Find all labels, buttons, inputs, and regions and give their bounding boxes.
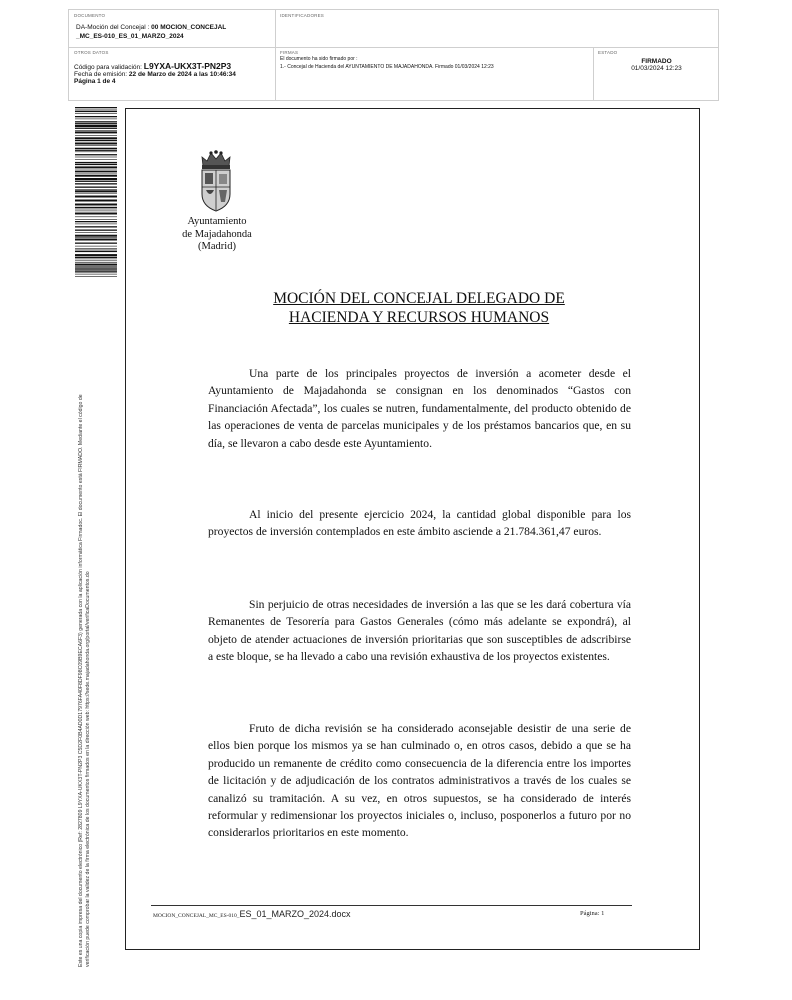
footer-filename [153, 909, 351, 919]
signature-header-table [68, 9, 719, 101]
issuer-line3: (Madrid) [198, 241, 236, 252]
document-name-line2: _MC_ES-010_ES_01_MARZO_2024 [76, 32, 184, 40]
validation-code-label: Código para validación: [74, 64, 144, 71]
signatures-line2: 1.- Concejal de Hacienda del AYUNTAMIENTO DE MAJADAHONDA. Firmado 01/03/2024 12:23 [280, 63, 494, 70]
document-cell [69, 10, 275, 47]
document-label: DOCUMENTO [74, 13, 106, 18]
document-title-line1: MOCIÓN DEL CONCEJAL DELEGADO DE [273, 290, 565, 307]
document-title [208, 289, 630, 327]
emission-label: Fecha de emisión: [74, 71, 129, 78]
document-title-line2: HACIENDA Y RECURSOS HUMANOS [288, 309, 550, 326]
body-paragraph-2: Al inicio del presente ejercicio 2024, la cantidad global disponible para los proyectos de inversión contemplados en este ámbito asciende a 21.784.361,47 euros. [208, 508, 631, 539]
body-paragraph-4: Fruto de dicha revisión se ha considerado aconsejable desistir de una serie de ellos bien porque los mismos ya se han culminado o, en otros casos, debido a que se ha producido un remanente de crédito como consecuencia de la diferencia entre los importes de licitación y de adjudicación de los contratos administrativos a través de los cuales se canalizó su tramitación. A su vez, en otros supuestos, se ha considerado de interés reformular y redimensionar los proyectos iniciales o, incluso, posponerlos a futuro por no considerarlos prioritarios en este momento. [208, 722, 631, 840]
coat-of-arms-icon [196, 150, 236, 214]
status-cell [593, 47, 720, 102]
body-paragraph-3: Sin perjuicio de otras necesidades de inversión a las que se les dará cobertura vía Remanentes de Tesorería para Gastos Generales (cómo más adelante se expondrá), al objeto de atender actuaciones de inversión prioritarias que son susceptibles de adscribirse a este bloque, se ha llevado a cabo una revisión exhaustiva de los proyectos existentes. [208, 598, 631, 664]
verification-text-line1: Este es una copia impresa del documento electrónico (Ref: 2827809 L9YXA-UKX3T-PN2P3 C5D2F0B4AD0D17976FA40F8DF98C09B9ECA6F3) generada con la aplicación informática Firmadoc. El documento está FIRMADO. Mediante el código de [78, 394, 84, 967]
signatures-cell [275, 47, 593, 102]
status-label: ESTADO [598, 50, 618, 55]
other-data-cell [69, 47, 275, 102]
document-prefix: DA-Moción del Concejal : [76, 24, 152, 31]
verification-text-line2: verificación puede comprobar la validez de la firma electrónica de los documentos firmados en la dirección web: https://sede.majadahonda.org/portal/verificaDocumentos.do [85, 571, 91, 967]
validation-code: L9YXA-UKX3T-PN2P3 [143, 61, 232, 71]
barcode-image [75, 107, 117, 277]
document-name-line1: 00 MOCION_CONCEJAL [151, 24, 227, 31]
footer-page-number: Página: 1 [580, 910, 605, 917]
verification-side-text [78, 302, 92, 967]
identifiers-label: IDENTIFICADORES [280, 13, 325, 18]
issuer-line1: Ayuntamiento [187, 216, 247, 227]
signatures-label: FIRMAS [280, 50, 299, 55]
status-value: FIRMADO [641, 58, 672, 65]
status-date: 01/03/2024 12:23 [631, 65, 682, 72]
issuer-line2: de Majadahonda [182, 228, 252, 240]
issuer-name [168, 216, 266, 254]
identifiers-cell [275, 10, 720, 47]
footer-filename-prefix: MOCION_CONCEJAL_MC_ES-010_ [153, 913, 240, 919]
body-paragraph-1: Una parte de los principales proyectos de inversión a acometer desde el Ayuntamiento de Majadahonda se consignan en los denominados “Gastos con Financiación Afectada”, los cuales se nutren, fundamentalmente, del producto obtenido de las operaciones de venta de parcelas municipales y de los préstamos bancarios que, en su día, se llevaron a cabo desde este Ayuntamiento. [208, 367, 631, 450]
other-data-label: OTROS DATOS [74, 50, 109, 55]
page-count: Página 1 de 4 [74, 78, 116, 85]
signatures-line1: El documento ha sido firmado por : [280, 56, 358, 62]
footer-filename-suffix: ES_01_MARZO_2024.docx [239, 909, 351, 919]
emission-date: 22 de Marzo de 2024 a las 10:46:34 [128, 71, 236, 78]
footer-divider [151, 905, 632, 906]
